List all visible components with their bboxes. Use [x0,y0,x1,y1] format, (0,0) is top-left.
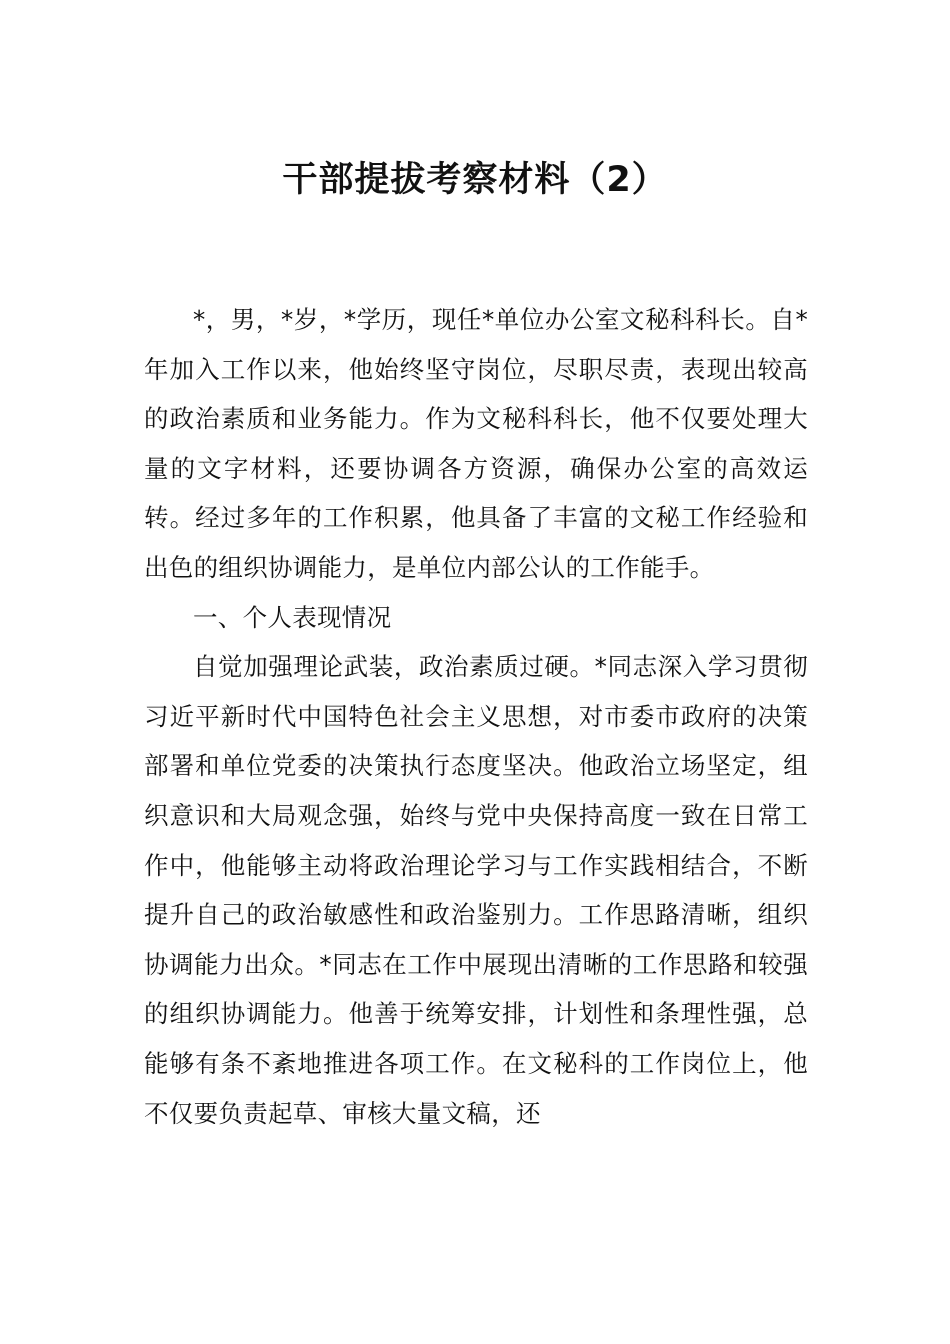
paragraph-political-quality: 自觉加强理论武装，政治素质过硬。*同志深入学习贯彻习近平新时代中国特色社会主义思想，对市委市政府的决策部署和单位党委的决策执行态度坚决。他政治立场坚定，组织意识和大局观念强，始终与党中央保持高度一致在日常工作中，他能够主动将政治理论学习与工作实践相结合，不断提升自己的政治敏感性和政治鉴别力。工作思路清晰，组织协调能力出众。*同志在工作中展现出清晰的工作思路和较强的组织协调能力。他善于统筹安排，计划性和条理性强，总能够有条不紊地推进各项工作。在文秘科的工作岗位上，他不仅要负责起草、审核大量文稿，还 [144,652,808,1128]
document-title: 干部提拔考察材料（2） [282,160,668,200]
document-body [144,295,808,1138]
paragraph-intro: *，男，*岁，*学历，现任*单位办公室文秘科科长。自*年加入工作以来，他始终坚守岗位，尽职尽责，表现出较高的政治素质和业务能力。作为文秘科科长，他不仅要处理大量的文字材料，还要协调各方资源，确保办公室的高效运转。经过多年的工作积累，他具备了丰富的文秘工作经验和出色的组织协调能力，是单位内部公认的工作能手。 [144,305,808,582]
section-heading-personal-performance: 一、个人表现情况 [193,602,392,632]
